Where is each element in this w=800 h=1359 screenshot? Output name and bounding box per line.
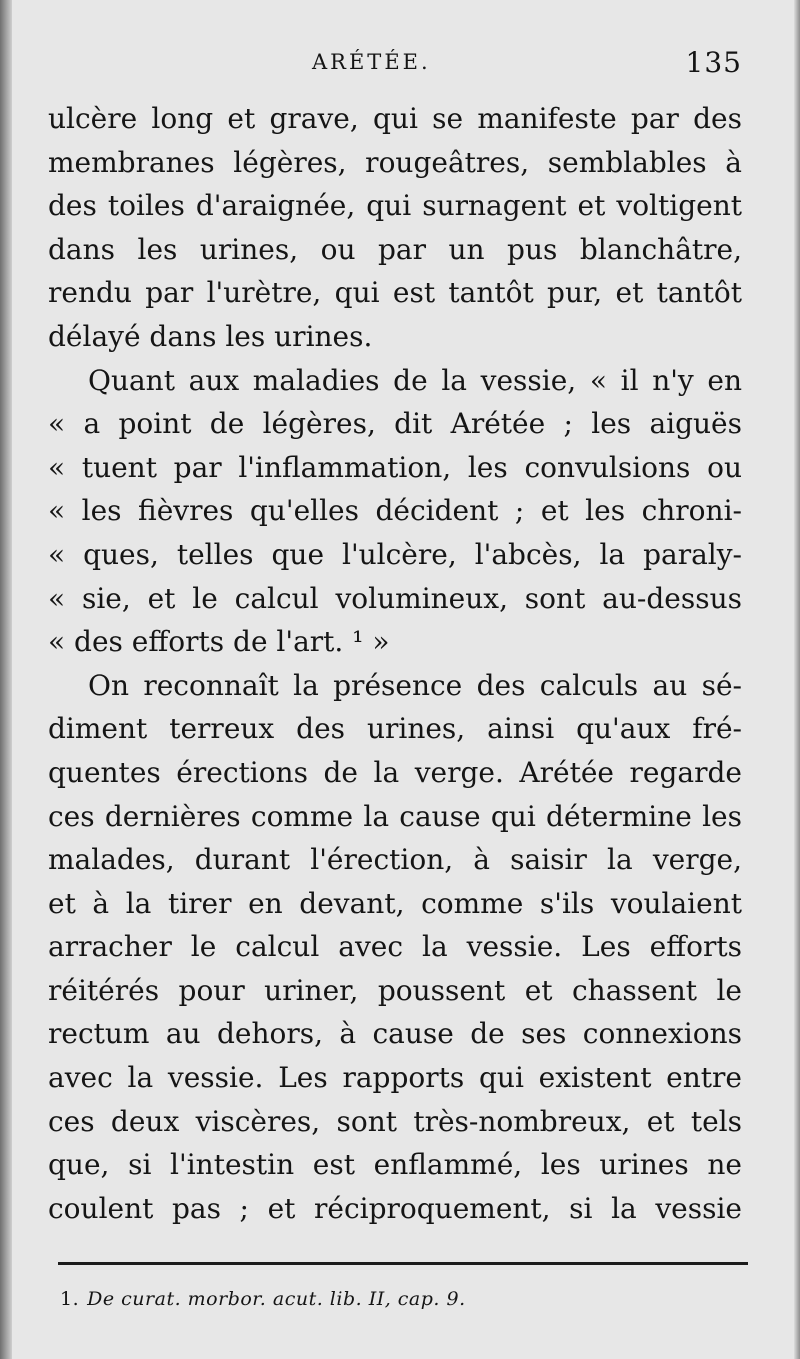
footnote-number: 1. (60, 1288, 80, 1310)
footnote-text: De curat. morbor. acut. lib. II, cap. 9. (87, 1288, 466, 1310)
text-line: rectum au dehors, à cause de ses connexions (48, 1017, 742, 1051)
text-line: Quant aux maladies de la vessie, « il n'y en (88, 363, 742, 397)
text-line: « tuent par l'inflammation, les convulsions ou (48, 450, 742, 484)
text-line: réitérés pour uriner, poussent et chassent le (48, 973, 742, 1007)
body-text (48, 97, 742, 1230)
page-edge-shadow (794, 0, 800, 1359)
page-number: 135 (685, 46, 742, 79)
text-line: membranes légères, rougeâtres, semblables à (48, 145, 742, 179)
text-line: coulent pas ; et réciproquement, si la vessie (48, 1191, 742, 1225)
footnote (60, 1288, 660, 1310)
text-line: délayé dans les urines. (48, 319, 373, 353)
running-title: ARÉTÉE. (312, 50, 431, 74)
footnote-rule (58, 1262, 748, 1265)
text-line: diment terreux des urines, ainsi qu'aux fré- (48, 712, 742, 746)
text-line: « sie, et le calcul volumineux, sont au-dessus (48, 581, 742, 615)
text-line: ces deux viscères, sont très-nombreux, et tels (48, 1104, 742, 1138)
text-line: des toiles d'araignée, qui surnagent et voltigent (48, 189, 742, 223)
text-line: « les fièvres qu'elles décident ; et les chroni- (48, 494, 742, 528)
text-line: arracher le calcul avec la vessie. Les efforts (48, 930, 742, 964)
text-line: « des efforts de l'art. ¹ » (48, 625, 390, 659)
text-line: ulcère long et grave, qui se manifeste par des (48, 102, 742, 135)
text-line: malades, durant l'érection, à saisir la verge, (48, 843, 742, 877)
text-line: dans les urines, ou par un pus blanchâtre, (48, 232, 742, 266)
text-line: ces dernières comme la cause qui détermine les (48, 799, 742, 833)
text-line: rendu par l'urètre, qui est tantôt pur, et tantôt (48, 276, 742, 310)
page-gutter-shadow (0, 0, 12, 1359)
text-line: avec la vessie. Les rapports qui existent entre (48, 1061, 742, 1095)
text-line: On reconnaît la présence des calculs au sé- (88, 668, 742, 702)
page-header (48, 48, 742, 88)
text-line: quentes érections de la verge. Arétée regarde (48, 755, 742, 789)
text-line: et à la tirer en devant, comme s'ils voulaient (48, 886, 742, 920)
text-line: « ques, telles que l'ulcère, l'abcès, la paraly- (48, 537, 742, 571)
text-line: que, si l'intestin est enflammé, les urines ne (48, 1148, 742, 1182)
text-line: « a point de légères, dit Arétée ; les aiguës (48, 407, 742, 441)
